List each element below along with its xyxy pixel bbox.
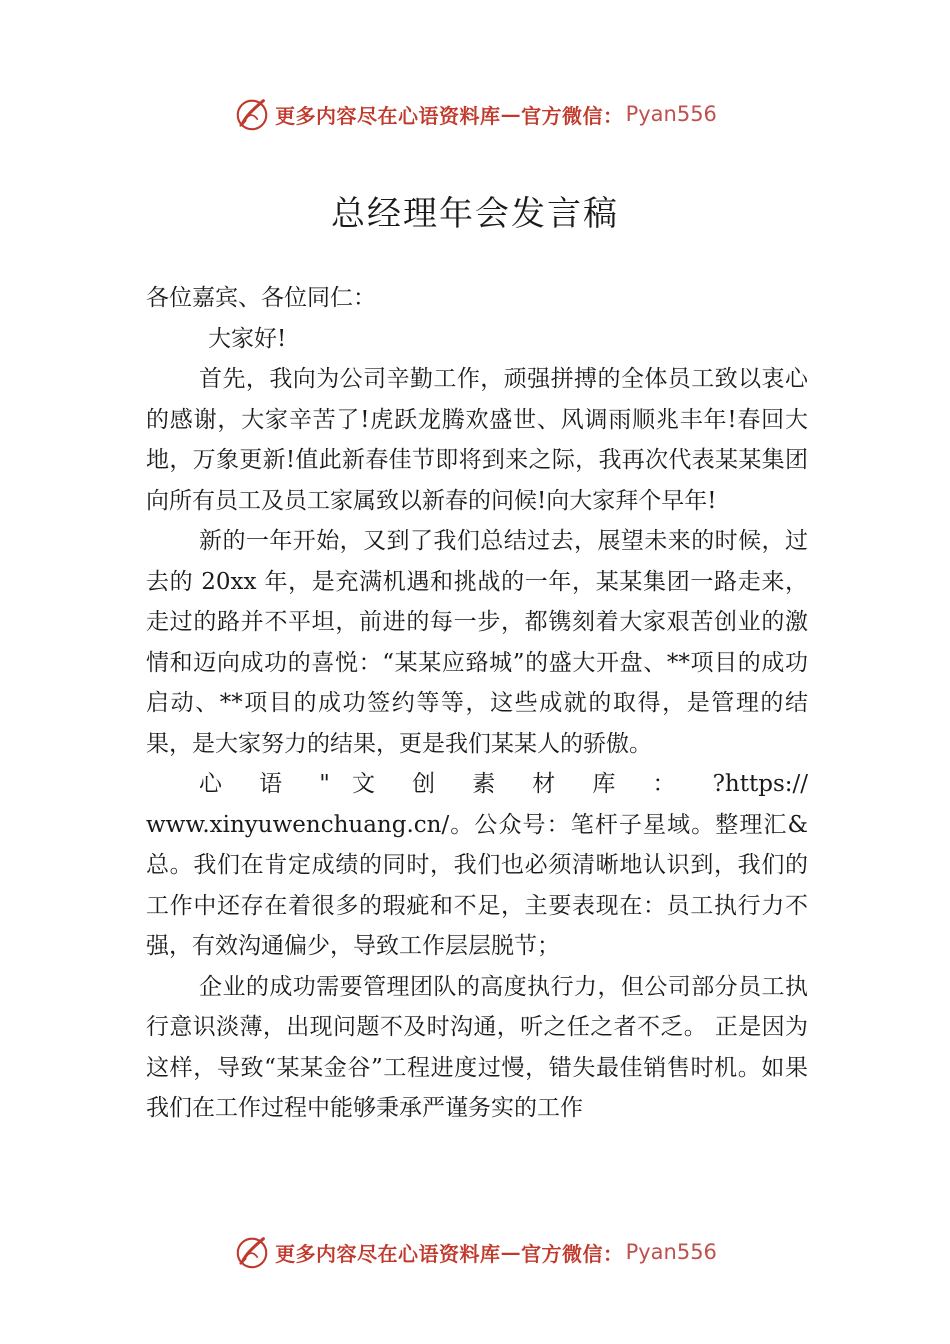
brush-logo-icon [233,1233,271,1271]
paragraph: 首先，我向为公司辛勤工作，顽强拼搏的全体员工致以衷心的感谢，大家辛苦了!虎跃龙腾欢盛世、风调雨顺兆丰年!春回大地，万象更新!值此新春佳节即将到来之际，我再次代表某某集团向所有员工及员工家属致以新春的问候!向大家拜个早年! [146,366,808,514]
banner-dash: — [500,102,522,126]
banner-wechat-id: Pyan556 [625,1240,717,1264]
banner-lead: 更多内容尽在心语资料库 [275,103,501,128]
banner-tail: 官方微信： [521,103,624,128]
footer-banner [0,1232,950,1272]
header-banner [0,94,950,134]
document-title: 总经理年会发言稿 [331,194,619,234]
banner-wechat-id: Pyan556 [625,102,717,126]
banner-tail: 官方微信： [521,1241,624,1266]
brush-logo-icon [233,95,271,133]
banner-lead: 更多内容尽在心语资料库 [275,1241,501,1266]
hello-line: 大家好! [208,325,287,352]
paragraph: 企业的成功需要管理团队的高度执行力，但公司部分员工执行意识淡薄，出现问题不及时沟通，听之任之者不乏。 正是因为这样，导致“某某金谷”工程进度过慢，错失最佳销售时机。如果我们在工作过程中能够秉承严谨务实的工作 [146,973,808,1121]
paragraph: 心 语 " 文 创 素 材 库 ： ?https:// www.xinyuwenchuang.cn/。公众号：笔杆子星域。整理汇&总。我们在肯定成绩的同时，我们也必须清晰地认识到，我们的工作中还存在着很多的瑕疵和不足，主要表现在：员工执行力不强，有效沟通偏少，导致工作层层脱节； [146,771,808,959]
document-body [146,278,808,1129]
banner-dash: — [500,1240,522,1264]
paragraph: 新的一年开始，又到了我们总结过去，展望未来的时候，过去的 20xx 年，是充满机遇和挑战的一年，某某集团一路走来，走过的路并不平坦，前进的每一步，都镌刻着大家艰苦创业的激情和迈向成功的喜悦：“某某应臵城”的盛大开盘、**项目的成功启动、**项目的成功签约等等，这些成就的取得，是管理的结果，是大家努力的结果，更是我们某某人的骄傲。 [146,528,808,757]
greeting: 各位嘉宾、各位同仁： [146,285,376,311]
